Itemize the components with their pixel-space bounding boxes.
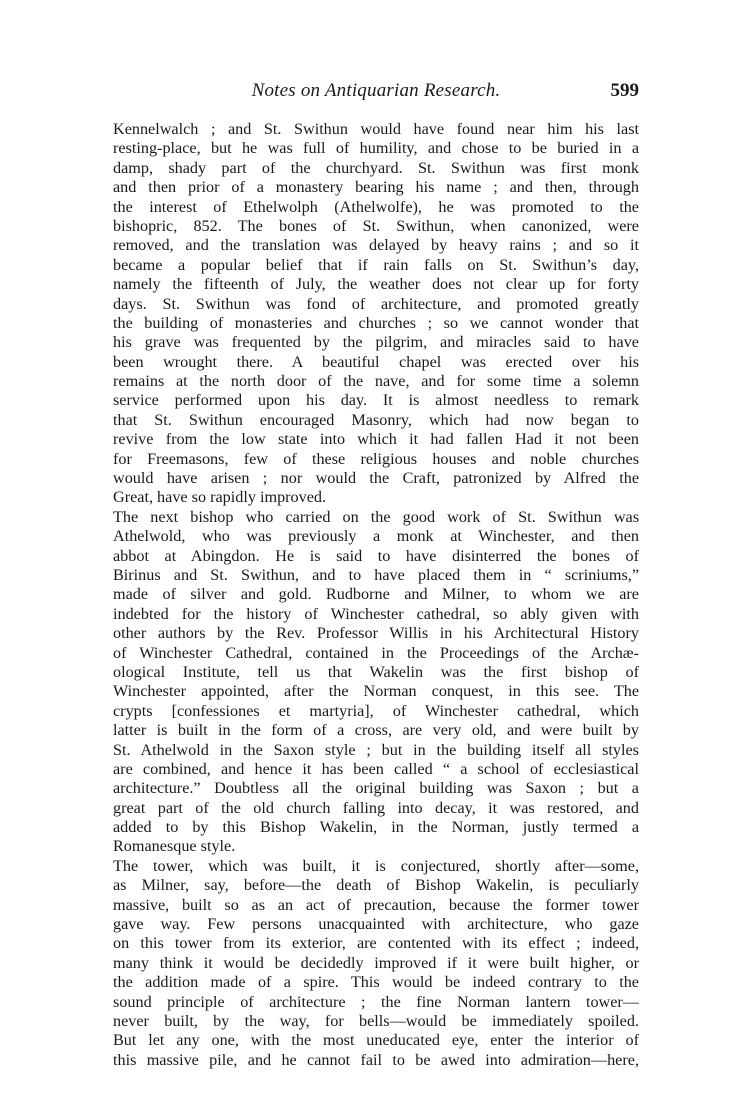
text-line: Romanesque style. xyxy=(113,837,236,856)
text-line: his grave was frequented by the pilgrim, and miracles said to have xyxy=(113,333,639,352)
text-line: gave way. Few persons unacquainted with architecture, who gaze xyxy=(113,915,639,934)
text-line: The tower, which was built, it is conjectured, shortly after—some, xyxy=(113,856,639,875)
text-line: Birinus and St. Swithun, and to have placed them in “ scriniums,” xyxy=(113,565,639,584)
text-line: for Freemasons, few of these religious houses and noble churches xyxy=(113,449,639,468)
text-line: removed, and the translation was delayed by heavy rains ; and so it xyxy=(113,236,639,255)
text-line: The next bishop who carried on the good work of St. Swithun was xyxy=(113,507,639,526)
page-number: 599 xyxy=(610,80,639,101)
text-line: on this tower from its exterior, are contented with its effect ; indeed, xyxy=(113,934,639,953)
body-text xyxy=(113,120,639,1070)
text-line: namely the fifteenth of July, the weather does not clear up for forty xyxy=(113,275,639,294)
text-line: added to by this Bishop Wakelin, in the Norman, justly termed a xyxy=(113,818,639,837)
text-line: resting-place, but he was full of humility, and chose to be buried in a xyxy=(113,139,639,158)
text-line: crypts [confessiones et martyria], of Winchester cathedral, which xyxy=(113,701,639,720)
running-title: Notes on Antiquarian Research. xyxy=(251,80,501,101)
text-line: of Winchester Cathedral, contained in the Proceedings of the Archæ- xyxy=(113,643,639,662)
text-line: this massive pile, and he cannot fail to be awed into admiration—here, xyxy=(113,1050,639,1069)
text-line: But let any one, with the most uneducated eye, enter the interior of xyxy=(113,1031,639,1050)
text-line: great part of the old church falling into decay, it was restored, and xyxy=(113,798,639,817)
text-line: the addition made of a spire. This would be indeed contrary to the xyxy=(113,973,639,992)
text-line: would have arisen ; nor would the Craft, patronized by Alfred the xyxy=(113,469,639,488)
text-line: Athelwold, who was previously a monk at Winchester, and then xyxy=(113,527,639,546)
text-line: St. Athelwold in the Saxon style ; but in the building itself all styles xyxy=(113,740,639,759)
text-line: Great, have so rapidly improved. xyxy=(113,488,327,507)
page-header xyxy=(113,80,639,102)
text-line: became a popular belief that if rain falls on St. Swithun’s day, xyxy=(113,255,639,274)
text-line: the building of monasteries and churches ; so we cannot wonder that xyxy=(113,313,639,332)
text-line: indebted for the history of Winchester cathedral, so ably given with xyxy=(113,604,639,623)
text-line: abbot at Abingdon. He is said to have disinterred the bones of xyxy=(113,546,639,565)
text-line: Kennelwalch ; and St. Swithun would have found near him his last xyxy=(113,120,639,138)
text-line: remains at the north door of the nave, and for some time a solemn xyxy=(113,372,639,391)
text-line: sound principle of architecture ; the fine Norman lantern tower— xyxy=(113,992,639,1011)
text-line: the interest of Ethelwolph (Athelwolfe), he was promoted to the xyxy=(113,197,639,216)
text-line: other authors by the Rev. Professor Willis in his Architectural History xyxy=(113,624,639,643)
text-line: ological Institute, tell us that Wakelin was the first bishop of xyxy=(113,662,639,681)
text-line: damp, shady part of the churchyard. St. Swithun was first monk xyxy=(113,158,639,177)
text-line: that St. Swithun encouraged Masonry, which had now began to xyxy=(113,410,639,429)
text-line: many think it would be decidedly improved if it were built higher, or xyxy=(113,953,639,972)
text-line: latter is built in the form of a cross, are very old, and were built by xyxy=(113,721,639,740)
text-line: bishopric, 852. The bones of St. Swithun, when canonized, were xyxy=(113,216,639,235)
text-line: and then prior of a monastery bearing his name ; and then, through xyxy=(113,178,639,197)
text-line: been wrought there. A beautiful chapel was erected over his xyxy=(113,352,639,371)
text-line: days. St. Swithun was fond of architecture, and promoted greatly xyxy=(113,294,639,313)
text-line: service performed upon his day. It is almost needless to remark xyxy=(113,391,639,410)
text-line: made of silver and gold. Rudborne and Milner, to whom we are xyxy=(113,585,639,604)
text-line: are combined, and hence it has been called “ a school of ecclesiastical xyxy=(113,759,639,778)
text-line: massive, built so as an act of precaution, because the former tower xyxy=(113,895,639,914)
text-line: as Milner, say, before—the death of Bishop Wakelin, is peculiarly xyxy=(113,876,639,895)
text-line: revive from the low state into which it had fallen Had it not been xyxy=(113,430,639,449)
text-line: Winchester appointed, after the Norman conquest, in this see. The xyxy=(113,682,639,701)
text-line: never built, by the way, for bells—would be immediately spoiled. xyxy=(113,1011,639,1030)
text-line: architecture.” Doubtless all the original building was Saxon ; but a xyxy=(113,779,639,798)
